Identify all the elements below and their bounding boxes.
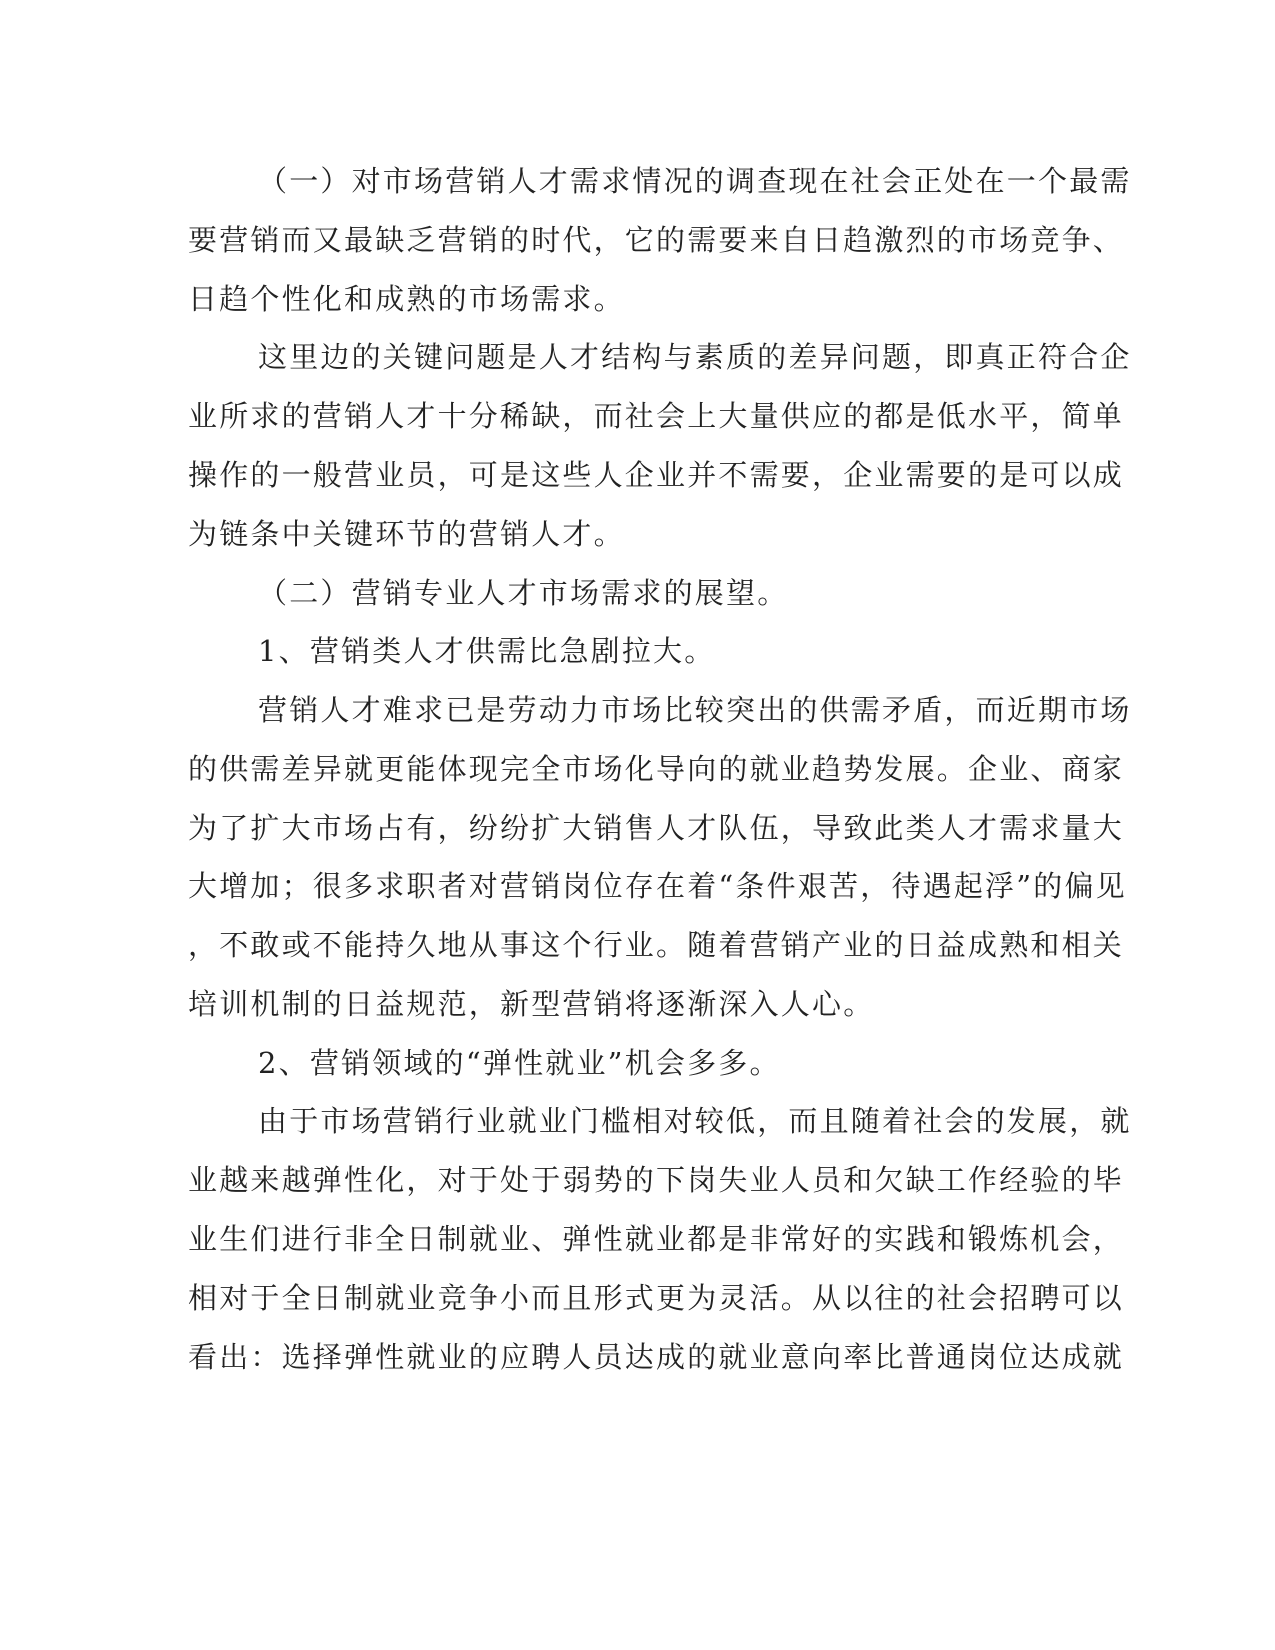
text-line: 的供需差异就更能体现完全市场化导向的就业趋势发展。企业、商家 [188,752,1125,786]
text-line: 操作的一般营业员，可是这些人企业并不需要，企业需要的是可以成 [188,458,1125,492]
text-line: 业生们进行非全日制就业、弹性就业都是非常好的实践和锻炼机会， [188,1222,1125,1256]
text-line: 相对于全日制就业竞争小而且形式更为灵活。从以往的社会招聘可以 [188,1281,1125,1315]
text-line: 这里边的关键问题是人才结构与素质的差异问题，即真正符合企 [258,340,1132,374]
text-line: 要营销而又最缺乏营销的时代，它的需要来自日趋激烈的市场竞争、 [188,223,1125,257]
text-line: （一）对市场营销人才需求情况的调查现在社会正处在一个最需 [258,164,1132,198]
subsection-heading: 2、营销领域的“弹性就业”机会多多。 [258,1046,781,1080]
text-line: 业所求的营销人才十分稀缺，而社会上大量供应的都是低水平，简单 [188,399,1125,433]
text-line: 看出：选择弹性就业的应聘人员达成的就业意向率比普通岗位达成就 [188,1340,1125,1374]
section-heading: （二）营销专业人才市场需求的展望。 [258,576,789,610]
text-line: 大增加；很多求职者对营销岗位存在着“条件艰苦，待遇起浮”的偏见 [188,869,1127,903]
text-line: 为了扩大市场占有，纷纷扩大销售人才队伍，导致此类人才需求量大 [188,811,1125,845]
text-line: ，不敢或不能持久地从事这个行业。随着营销产业的日益成熟和相关 [188,928,1125,962]
text-line: 培训机制的日益规范，新型营销将逐渐深入人心。 [188,987,875,1021]
text-line: 为链条中关键环节的营销人才。 [188,517,625,551]
subsection-heading: 1、营销类人才供需比急剧拉大。 [258,634,716,668]
text-line: 由于市场营销行业就业门槛相对较低，而且随着社会的发展，就 [258,1104,1132,1138]
text-line: 营销人才难求已是劳动力市场比较突出的供需矛盾，而近期市场 [258,693,1132,727]
text-line: 业越来越弹性化，对于处于弱势的下岗失业人员和欠缺工作经验的毕 [188,1163,1125,1197]
text-line: 日趋个性化和成熟的市场需求。 [188,282,625,316]
